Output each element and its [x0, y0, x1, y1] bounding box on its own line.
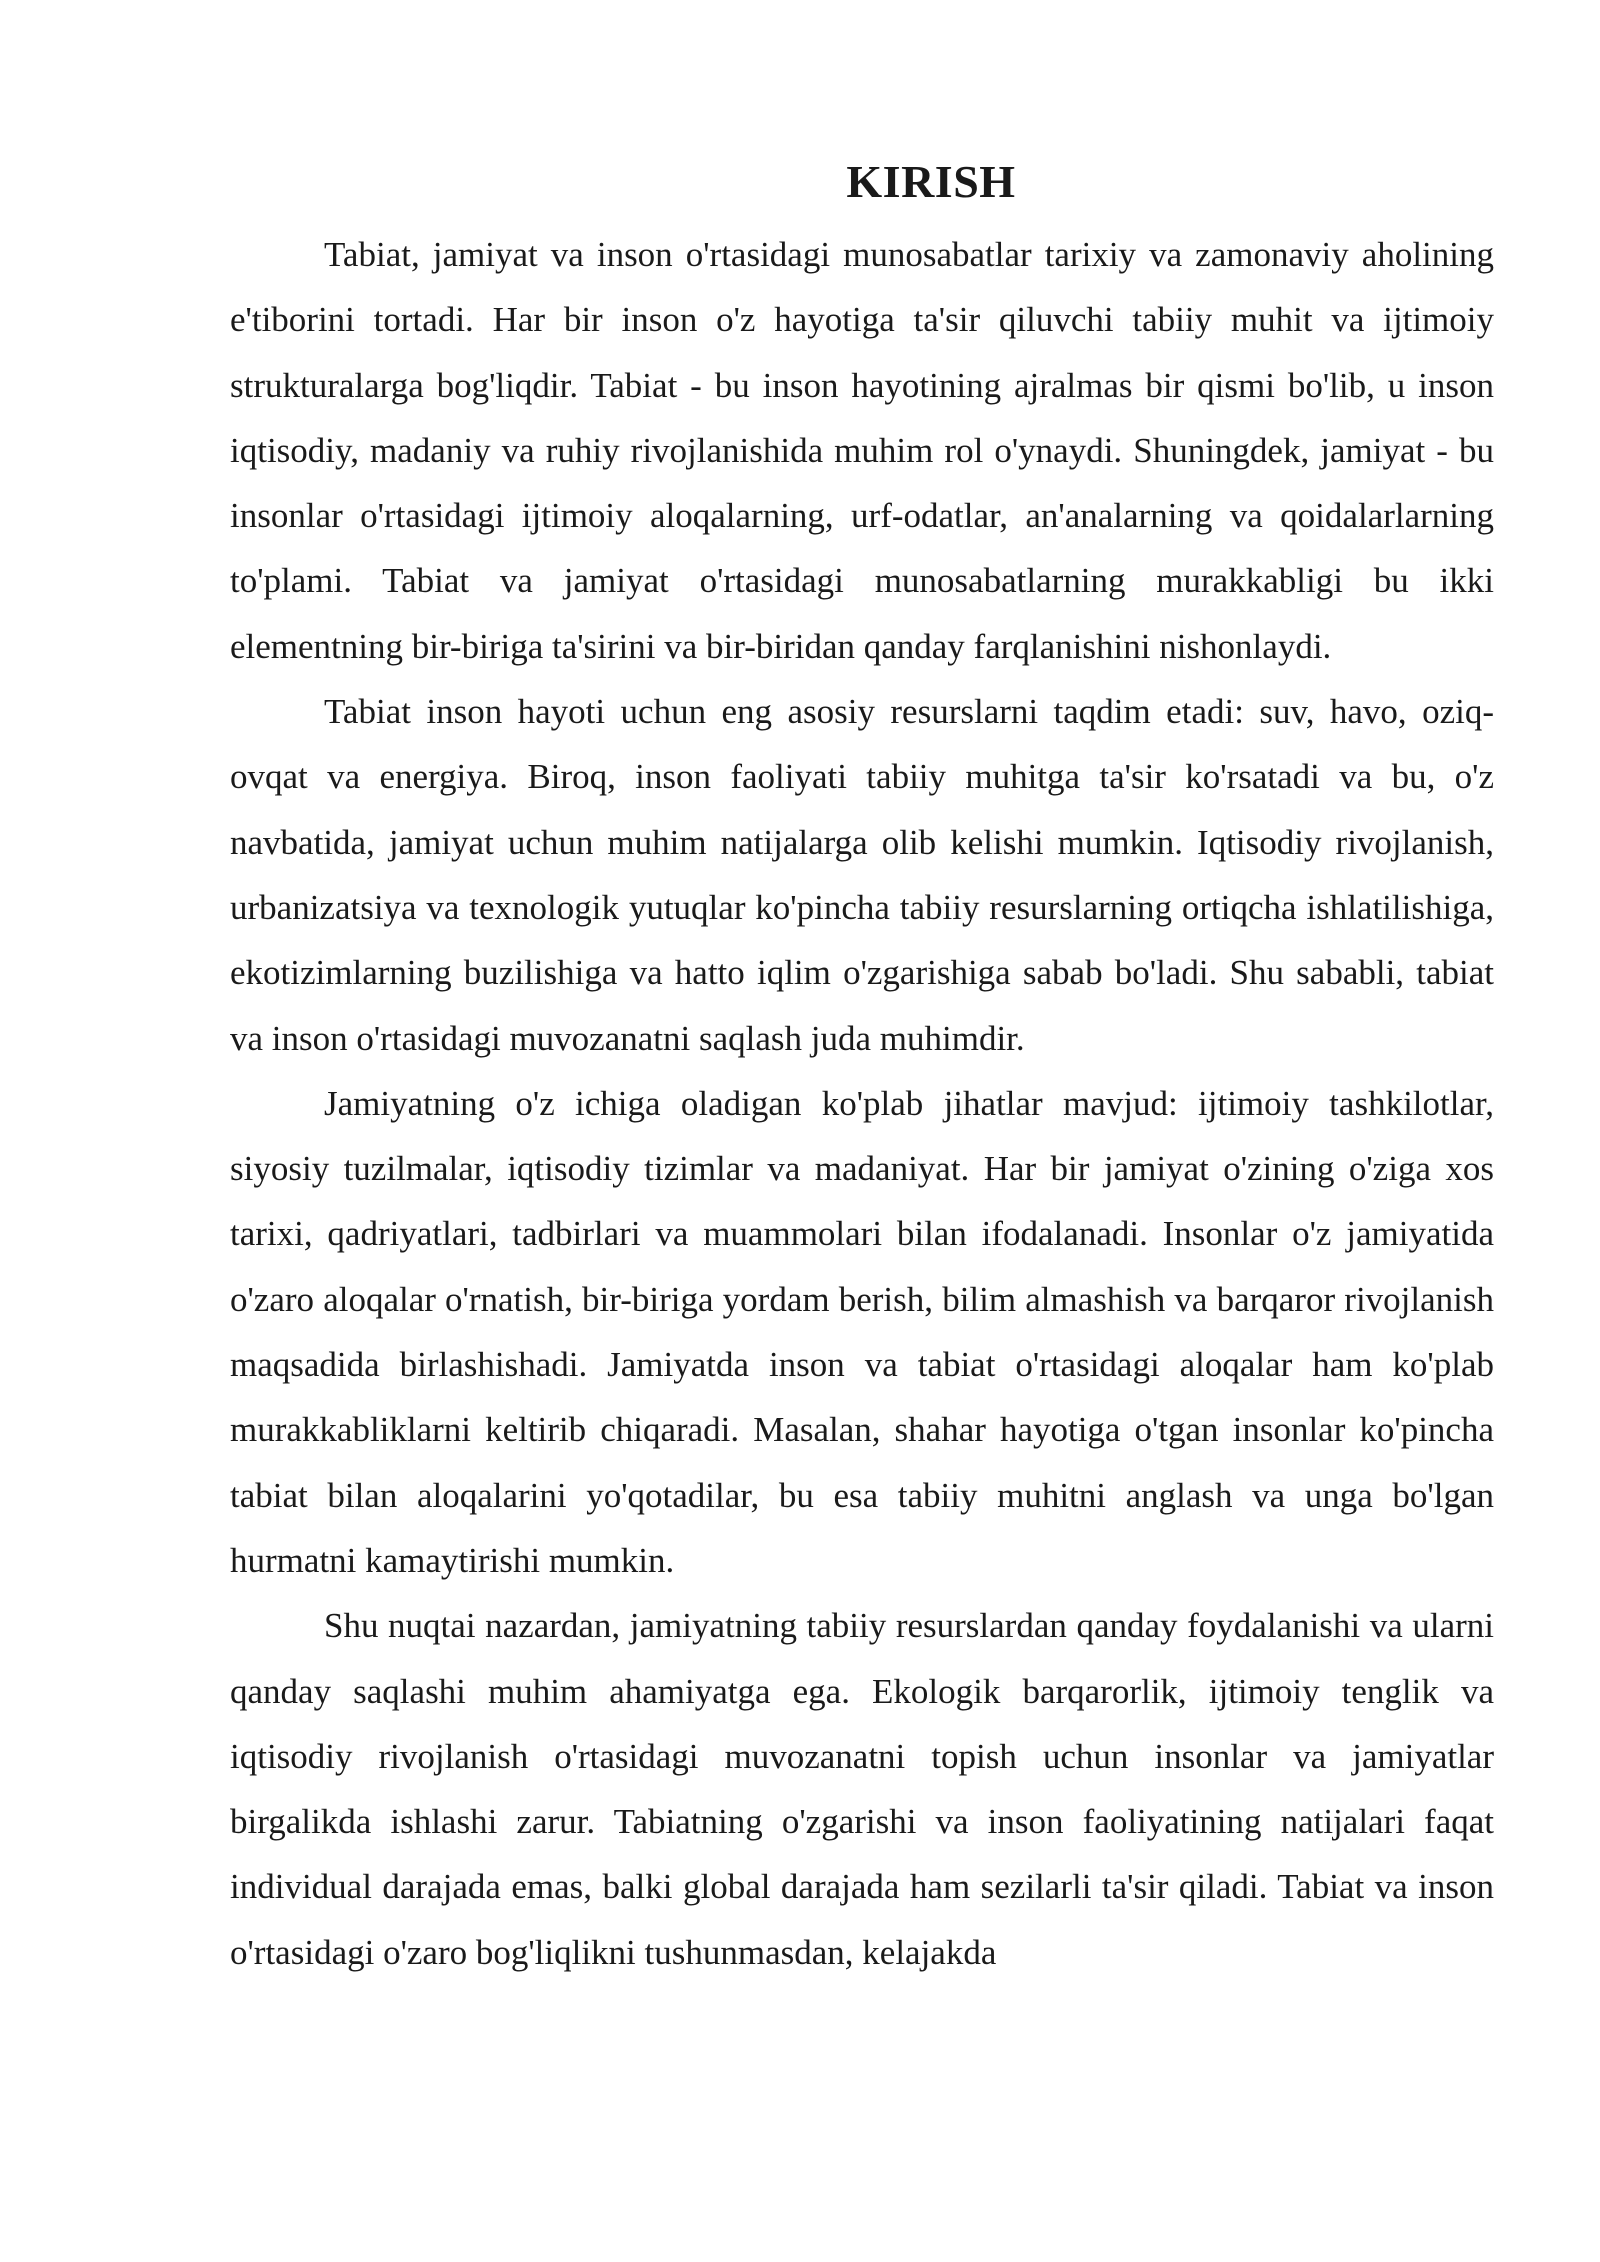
paragraph-3: Jamiyatning o'z ichiga oladigan ko'plab jihatlar mavjud: ijtimoiy tashkilotlar, siyosiy tuzilmalar, iqtisodiy tizimlar va madaniyat. Har bir jamiyat o'zining o'ziga xos tarixi, qadriyatlari, tadbirlari va muammolari bilan ifodalanadi. Insonlar o'z jamiyatida o'zaro aloqalar o'rnatish, bir-biriga yordam berish, bilim almashish va barqaror rivojlanish maqsadida birlashishadi. Jamiyatda inson va tabiat o'rtasidagi aloqalar ham ko'plab murakkabliklarni keltirib chiqaradi. Masalan, shahar hayotiga o'tgan insonlar ko'pincha tabiat bilan aloqalarini yo'qotadilar, bu esa tabiiy muhitni anglash va unga bo'lgan hurmatni kamaytirishi mumkin. [230, 1083, 1494, 1580]
paragraph-2: Tabiat inson hayoti uchun eng asosiy resurslarni taqdim etadi: suv, havo, oziq-ovqat va energiya. Biroq, inson faoliyati tabiiy muhitga ta'sir ko'rsatadi va bu, o'z navbatida, jamiyat uchun muhim natijalarga olib kelishi mumkin. Iqtisodiy rivojlanish, urbanizatsiya va texnologik yutuqlar ko'pincha tabiiy resurslarning ortiqcha ishlatilishiga, ekotizimlarning buzilishiga va hatto iqlim o'zgarishiga sabab bo'ladi. Shu sababli, tabiat va inson o'rtasidagi muvozanatni saqlash juda muhimdir. [230, 692, 1494, 1058]
paragraph-4: Shu nuqtai nazardan, jamiyatning tabiiy resurslardan qanday foydalanishi va ularni qanday saqlashi muhim ahamiyatga ega. Ekologik barqarorlik, ijtimoiy tenglik va iqtisodiy rivojlanish o'rtasidagi muvozanatni topish uchun insonlar va jamiyatlar birgalikda ishlashi zarur. Tabiatning o'zgarishi va inson faoliyatining natijalari faqat individual darajada emas, balki global darajada ham sezilarli ta'sir qiladi. Tabiat va inson o'rtasidagi o'zaro bog'liqlikni tushunmasdan, kelajakda [230, 1606, 1494, 1972]
paragraph-1: Tabiat, jamiyat va inson o'rtasidagi munosabatlar tarixiy va zamonaviy aholining e'tiborini tortadi. Har bir inson o'z hayotiga ta'sir qiluvchi tabiiy muhit va ijtimoiy strukturalarga bog'liqdir. Tabiat - bu inson hayotining ajralmas bir qismi bo'lib, u inson iqtisodiy, madaniy va ruhiy rivojlanishida muhim rol o'ynaydi. Shuningdek, jamiyat - bu insonlar o'rtasidagi ijtimoiy aloqalarning, urf-odatlar, an'analarning va qoidalarlarning to'plami. Tabiat va jamiyat o'rtasidagi munosabatlarning murakkabligi bu ikki elementning bir-biriga ta'sirini va bir-biridan qanday farqlanishini nishonlaydi. [230, 235, 1494, 666]
document-body [230, 150, 1494, 1985]
page-title: KIRISH [846, 156, 1016, 207]
